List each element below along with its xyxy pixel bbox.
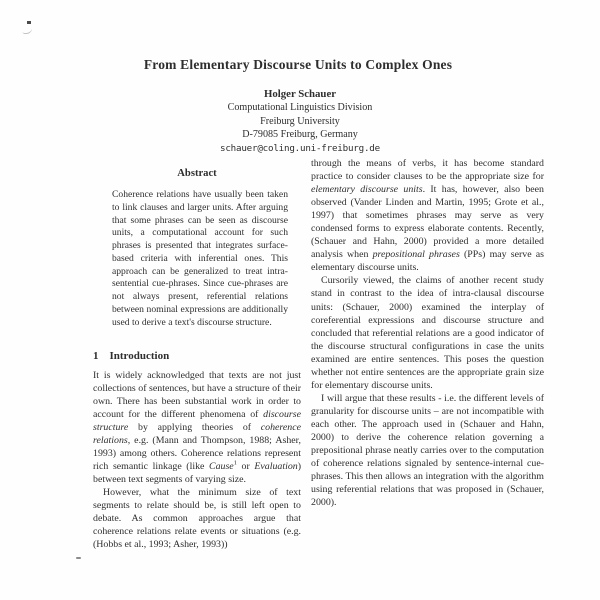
abstract-text: Coherence relations have usually been taken to link clauses and larger units. After arguing that some phrases can be seen as discourse units, a computational account for such phrases is presented that integrates surface-based criteria with inferential ones. This approach can be generalized to treat intra-sentential cue-phrases. Since cue-phrases are not always present, referential relations between nominal expressions are additionally used to derive a text's discourse structure. [112,189,288,328]
paragraph: through the means of verbs, it has become standard practice to consider clauses to be the appropriate size for elementary discourse units. It has, however, also been observed (Vander Linden and Martin, 1995; Grote et al., 1997) that sometimes phrases may serve as very condensed forms to express elaborate contents. Recently, (Schauer and Hahn, 2000) provided a more detailed analysis when prepositional phrases (PPs) may serve as elementary discourse units. [311,158,544,274]
author-block [0,88,600,155]
paragraph: However, what the minimum size of text segments to relate should be, is still left open to debate. As common approaches argue that coherence relations relate events or situations (e.g. (Hobbs et al., 1993; Asher, 1993)) [93,487,301,551]
affiliation-line: D-79085 Freiburg, Germany [242,129,358,141]
paragraph: I will argue that these results - i.e. the different levels of granularity for discourse units – are not incompatible with each other. The approach used in (Schauer and Hahn, 2000) to derive the coherence relation governing a prepositional phrase neatly carries over to the computation of coherence relations signaled by sentence-internal cue-phrases. This then allows an integration with the algorithm using referential relations that was proposed in (Schauer, 2000). [311,392,544,509]
paragraph: It is widely acknowledged that texts are not just collections of sentences, but have a structure of their own. There has been substantial work in order to account for the different phenomena of discourse structure by applying theories of coherence relations, e.g. (Mann and Thompson, 1988; Asher, 1993) among others. Coherence relations represent rich semantic linkage (like Cause$^1$ or Evaluation) between text segments of varying size. [93,370,301,486]
scan-artifact-curve [21,25,32,34]
author-name: Holger Schauer [263,88,337,100]
section-title: Introduction [109,350,170,363]
abstract-heading: Abstract [177,168,217,179]
section-number: 1 [93,350,99,363]
affiliation-line: Freiburg University [260,115,340,127]
paper-title: From Elementary Discourse Units to Complex Ones [143,57,453,73]
introduction-heading [93,350,301,362]
scan-artifact-dash [76,557,81,559]
paragraph: Cursorily viewed, the claims of another recent study stand in contrast to the idea of intra-clausal discourse units: (Schauer, 2000) examined the interplay of coreferential expressions and discourse structure and concluded that referential relations are a good indicator of the discourse structural configurations in case the units examined are entire sentences. This poses the question whether not entire sentences are the appropriate grain size for elementary discourse units. [311,275,544,391]
left-column [93,168,301,551]
author-email: schauer@coling.uni-freiburg.de [220,142,380,154]
right-column [311,157,544,509]
affiliation-line: Computational Linguistics Division [227,102,373,114]
scan-artifact-speck [27,21,31,24]
